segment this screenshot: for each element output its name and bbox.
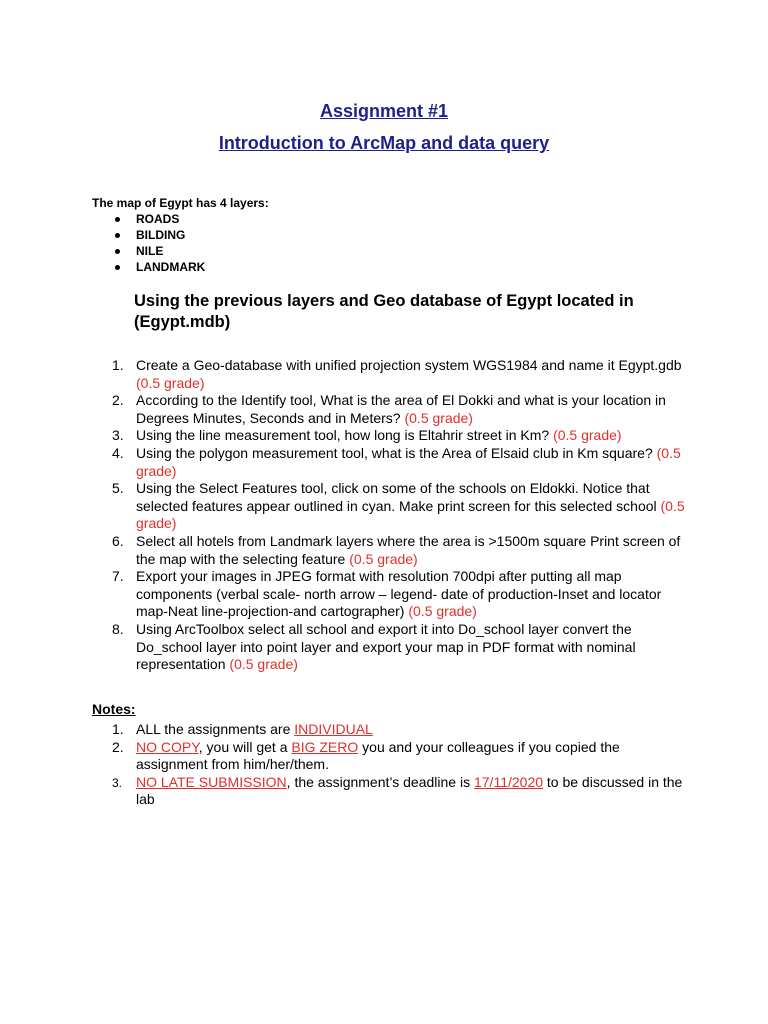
note-number: 1. — [112, 721, 124, 737]
assignment-subtitle: Introduction to ArcMap and data query — [218, 133, 550, 153]
task-item — [108, 480, 693, 533]
bullet-icon — [115, 217, 120, 222]
layer-label: NILE — [136, 244, 164, 258]
task-grade: (0.5 grade) — [553, 427, 622, 444]
task-grade: (0.5 grade) — [136, 374, 205, 391]
task-text: Using ArcToolbox select all school and export it into Do_school layer convert the Do_school layer into point layer and export your map in PDF format with nominal representation — [136, 620, 636, 673]
task-item — [108, 392, 693, 427]
assignment-title: Assignment #1 — [319, 101, 449, 121]
task-grade: (0.5 grade) — [404, 409, 473, 426]
task-text: Create a Geo-database with unified projection system WGS1984 and name it Egypt.gdb — [136, 357, 682, 373]
task-item — [108, 533, 693, 568]
note-number: 3. — [112, 775, 123, 790]
bullet-icon — [115, 233, 120, 238]
task-number: 2. — [112, 392, 124, 409]
task-item — [108, 568, 693, 621]
note-highlight: INDIVIDUAL — [294, 721, 373, 737]
note-item — [108, 774, 693, 809]
layer-item — [92, 243, 205, 259]
note-highlight: NO LATE SUBMISSION — [136, 773, 287, 790]
task-grade: (0.5 grade) — [229, 656, 298, 673]
note-text: to be discussed in the lab — [136, 773, 683, 808]
task-grade: (0.5 grade) — [408, 603, 477, 620]
task-text: Using the Select Features tool, click on some of the schools on Eldokki. Notice that selected features appear outlined in cyan. Make print screen for this selected school — [136, 480, 657, 514]
note-highlight: BIG ZERO — [291, 738, 359, 755]
note-item — [108, 721, 693, 739]
task-number: 7. — [112, 568, 124, 585]
note-number: 2. — [112, 738, 124, 755]
note-text: you and your colleagues if you copied the assignment from him/her/them. — [136, 738, 620, 773]
note-highlight: 17/11/2020 — [473, 773, 544, 790]
task-number: 5. — [112, 480, 124, 497]
notes-list — [108, 721, 693, 809]
task-item — [108, 357, 693, 392]
task-list — [108, 357, 693, 674]
note-text: , you will get a — [198, 738, 292, 755]
layer-item — [92, 211, 205, 227]
layer-item — [92, 259, 205, 275]
layer-label: LANDMARK — [136, 260, 206, 274]
section-heading: Using the previous layers and Geo database of Egypt located in (Egypt.mdb) — [134, 292, 634, 331]
task-number: 3. — [112, 427, 124, 444]
task-text: According to the Identify tool, What is the area of El Dokki and what is your location in Degrees Minutes, Seconds and in Meters? — [136, 392, 666, 426]
task-text: Select all hotels from Landmark layers where the area is >1500m square Print screen of the map with the selecting feature — [136, 532, 681, 567]
task-number: 1. — [112, 357, 124, 373]
task-grade: (0.5 grade) — [349, 550, 418, 567]
layer-label: BILDING — [136, 228, 186, 242]
note-text: , the assignment’s deadline is — [286, 773, 474, 790]
task-text: Export your images in JPEG format with resolution 700dpi after putting all map components (verbal scale- north arrow – legend- date of production-Inset and locator map-Neat line-projection-and cartographer) — [136, 568, 662, 620]
layers-list — [92, 211, 205, 275]
task-text: Using the polygon measurement tool, what is the Area of Elsaid club in Km square? — [136, 444, 653, 461]
task-item — [108, 445, 693, 480]
task-grade: (0.5 grade) — [136, 497, 685, 532]
task-item — [108, 427, 693, 445]
layer-item — [92, 227, 205, 243]
bullet-icon — [115, 265, 120, 270]
bullet-icon — [115, 249, 120, 254]
note-highlight: NO COPY — [136, 738, 199, 755]
task-number: 6. — [112, 532, 124, 549]
layers-intro: The map of Egypt has 4 layers: — [92, 196, 269, 210]
task-number: 4. — [112, 444, 124, 461]
notes-title: Notes: — [92, 701, 136, 717]
task-item — [108, 621, 693, 674]
layer-label: ROADS — [136, 212, 180, 226]
task-number: 8. — [112, 620, 124, 637]
task-text: Using the line measurement tool, how long is Eltahrir street in Km? — [136, 427, 550, 444]
note-item — [108, 739, 693, 774]
note-text: ALL the assignments are — [136, 721, 295, 737]
task-grade: (0.5 grade) — [136, 444, 681, 479]
